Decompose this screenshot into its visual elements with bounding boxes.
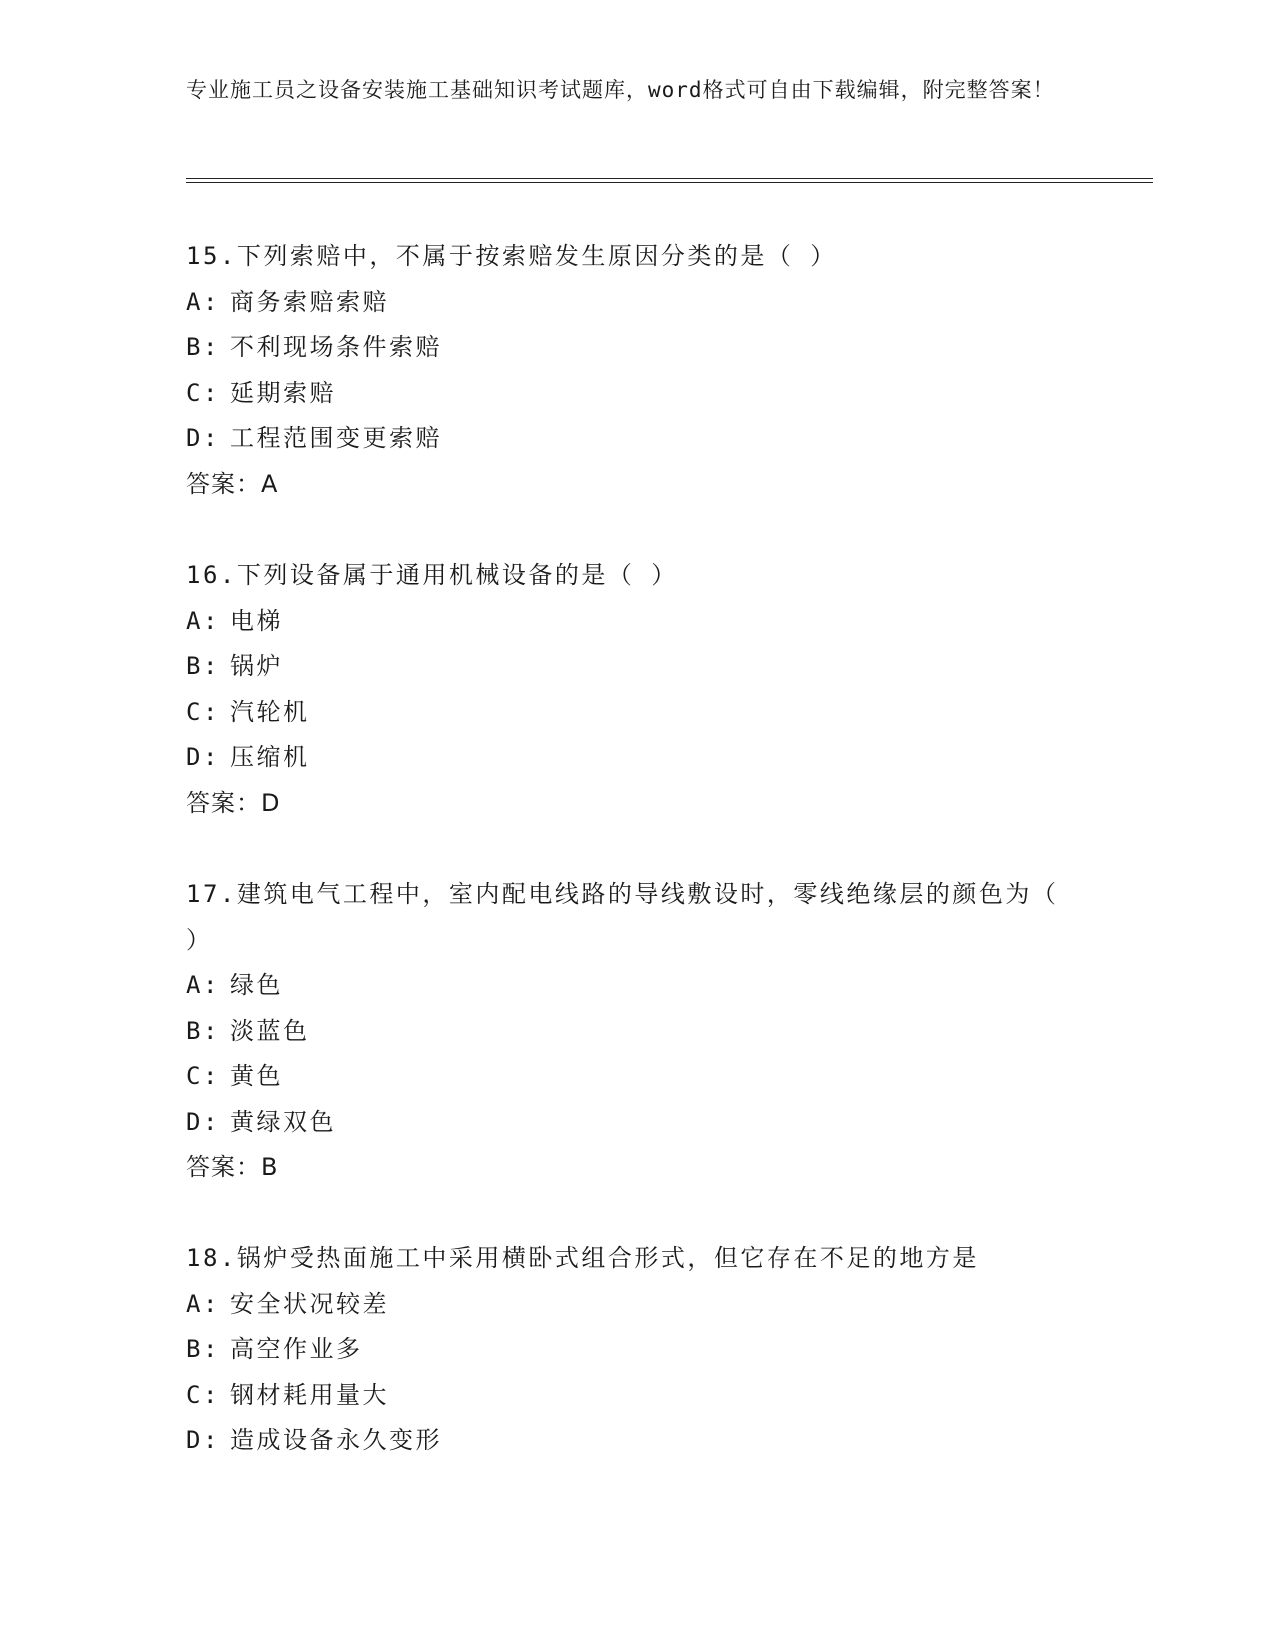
question-stem: 15.下列索赔中，不属于按索赔发生原因分类的是（ ） <box>186 242 837 270</box>
option-text: 钢材耗用量大 <box>230 1380 389 1409</box>
option-d <box>186 416 1086 462</box>
option-text: 锅炉 <box>230 652 283 680</box>
option-letter: C: <box>186 697 220 726</box>
option-letter: B: <box>186 1335 220 1363</box>
option-letter: D: <box>186 1426 220 1454</box>
option-text: 电梯 <box>230 606 283 635</box>
option-text: 商务索赔索赔 <box>230 287 389 316</box>
option-letter: C: <box>186 1062 220 1090</box>
option-letter: B: <box>186 1016 220 1045</box>
option-letter: C: <box>186 1380 220 1409</box>
option-b <box>186 325 1086 371</box>
option-letter: D: <box>186 424 220 452</box>
option-a <box>186 280 1086 326</box>
question-17 <box>186 872 1086 1191</box>
option-b <box>186 1327 1086 1373</box>
option-letter: D: <box>186 1107 220 1136</box>
option-text: 压缩机 <box>230 743 310 771</box>
option-letter: B: <box>186 333 220 361</box>
option-text: 延期索赔 <box>230 378 336 407</box>
question-stem: 18.锅炉受热面施工中采用横卧式组合形式，但它存在不足的地方是 <box>186 1244 979 1272</box>
option-c <box>186 1373 1086 1419</box>
option-letter: C: <box>186 378 220 407</box>
option-text: 绿色 <box>230 971 283 999</box>
question-16 <box>186 553 1086 826</box>
question-18 <box>186 1236 1086 1464</box>
option-text: 高空作业多 <box>230 1335 363 1363</box>
option-b <box>186 644 1086 690</box>
option-text: 黄绿双色 <box>230 1107 336 1136</box>
option-letter: A: <box>186 971 220 999</box>
option-b <box>186 1009 1086 1055</box>
option-text: 不利现场条件索赔 <box>230 333 442 361</box>
option-c <box>186 371 1086 417</box>
option-c <box>186 690 1086 736</box>
option-text: 安全状况较差 <box>230 1289 389 1318</box>
option-d <box>186 1100 1086 1146</box>
option-a <box>186 1282 1086 1328</box>
question-15 <box>186 234 1086 507</box>
option-text: 工程范围变更索赔 <box>230 424 442 452</box>
option-text: 黄色 <box>230 1062 283 1090</box>
answer-line: 答案：B <box>186 1153 279 1181</box>
answer-line: 答案：D <box>186 788 281 817</box>
option-letter: B: <box>186 652 220 680</box>
option-a <box>186 599 1086 645</box>
option-text: 淡蓝色 <box>230 1016 310 1045</box>
question-stem: 17.建筑电气工程中，室内配电线路的导线敷设时，零线绝缘层的颜色为（ ） <box>186 880 1059 954</box>
document-header: 专业施工员之设备安装施工基础知识考试题库，word格式可自由下载编辑，附完整答案！ <box>186 78 1055 102</box>
option-text: 汽轮机 <box>230 697 310 726</box>
question-stem: 16.下列设备属于通用机械设备的是（ ） <box>186 561 678 589</box>
header-divider-bottom <box>186 182 1153 183</box>
option-letter: A: <box>186 606 220 635</box>
option-text: 造成设备永久变形 <box>230 1426 442 1454</box>
answer-line: 答案：A <box>186 469 279 498</box>
option-letter: A: <box>186 1289 220 1318</box>
option-d <box>186 735 1086 781</box>
header-divider-top <box>186 178 1153 179</box>
option-letter: A: <box>186 287 220 316</box>
option-letter: D: <box>186 743 220 771</box>
option-d <box>186 1418 1086 1464</box>
option-c <box>186 1054 1086 1100</box>
option-a <box>186 963 1086 1009</box>
